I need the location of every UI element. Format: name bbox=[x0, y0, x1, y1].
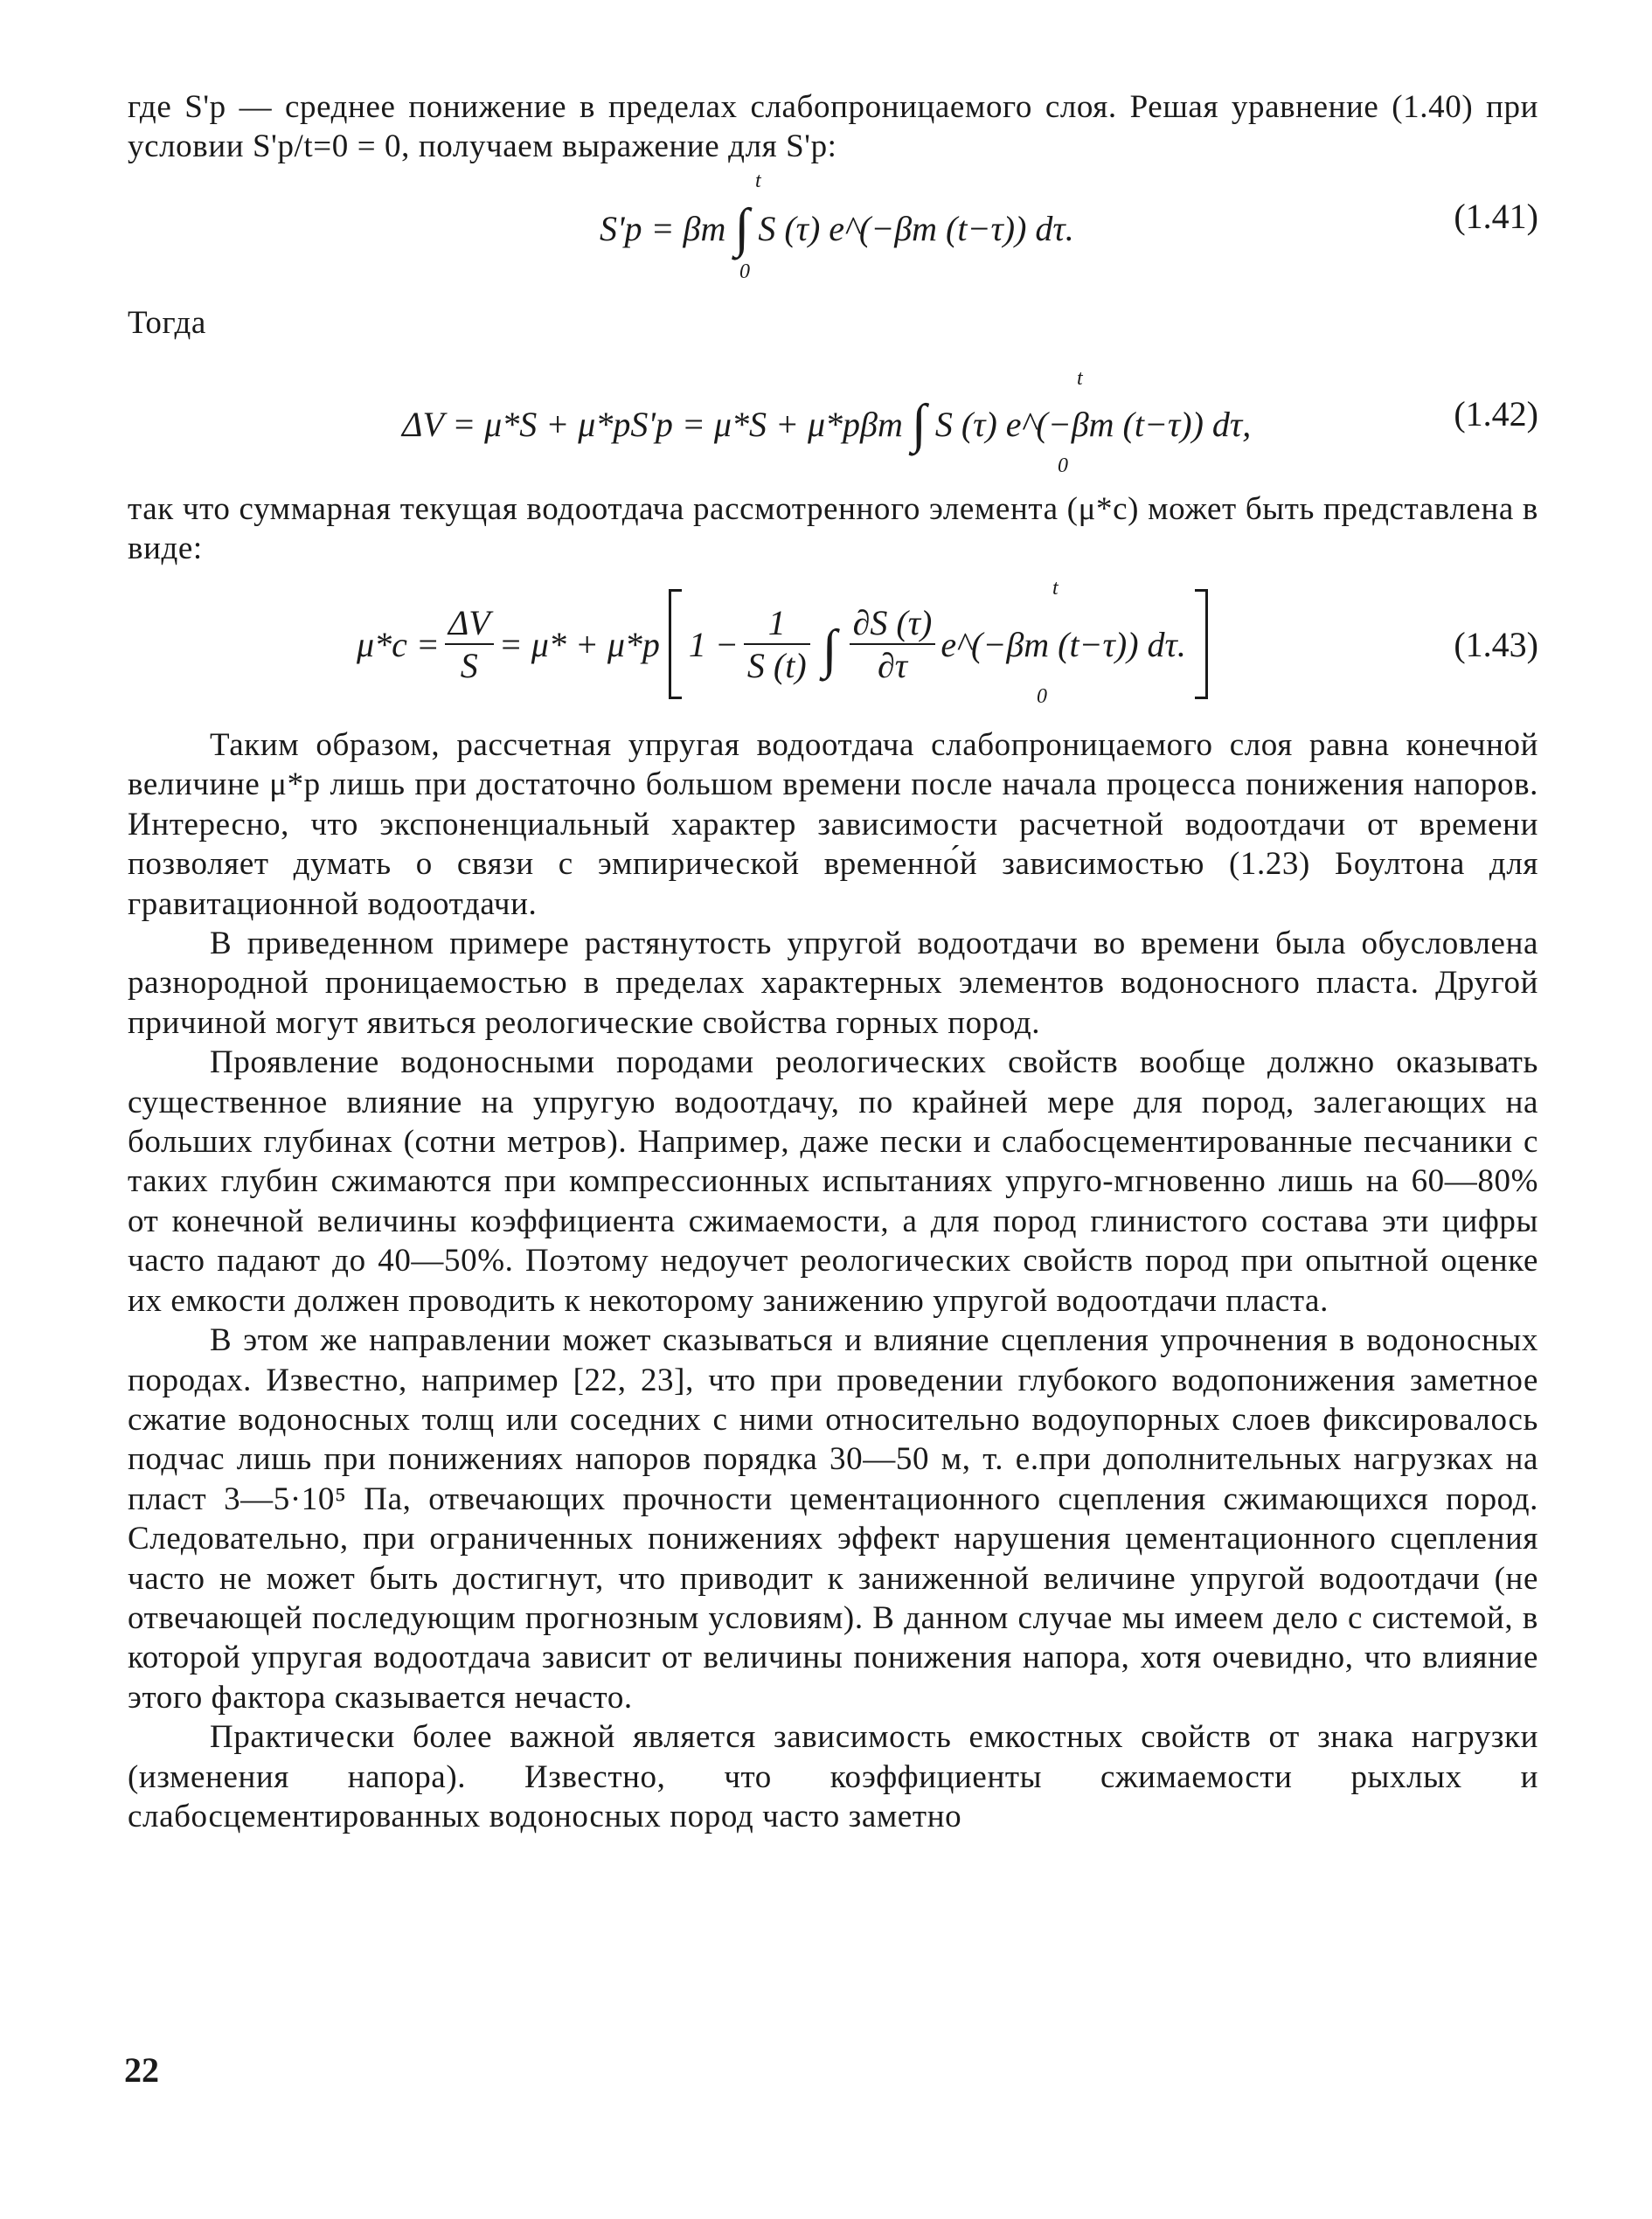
fraction-denominator: S (t) bbox=[746, 646, 807, 685]
page-number: 22 bbox=[124, 2050, 159, 2090]
left-bracket bbox=[669, 589, 682, 699]
equation-1-43 bbox=[128, 577, 1538, 725]
integral-sign: ∫ bbox=[911, 394, 927, 454]
eq143-mid: = μ* + μ*p bbox=[498, 624, 660, 664]
integral-sign: ∫ bbox=[822, 619, 837, 679]
eq142-integrand: S (τ) e^(−βт (t−τ)) dτ, bbox=[934, 405, 1252, 444]
eq142-lower-limit: 0 bbox=[1058, 454, 1068, 477]
eq143-lhs: μ*c = bbox=[357, 624, 440, 664]
integral-sign: ∫ bbox=[734, 198, 750, 258]
intro-paragraph: где S'p — среднее понижение в пределах слабопроницаемого слоя. Решая уравнение (1.40) при условии S'p/t=0 = 0, получаем выражение для S'p: bbox=[128, 89, 1538, 165]
fraction-numerator: 1 bbox=[744, 602, 810, 645]
fraction-numerator: ΔV bbox=[445, 602, 494, 645]
eq142-expr: ΔV = μ*S + μ*pS'p = μ*S + μ*pβт bbox=[402, 405, 903, 444]
eq141-lower-limit: 0 bbox=[739, 260, 750, 283]
equation-1-42 bbox=[128, 367, 1538, 489]
fraction-1-st bbox=[744, 602, 810, 686]
equation-number-1-43: (1.43) bbox=[1454, 625, 1538, 664]
fraction-denominator: ∂τ bbox=[877, 646, 908, 685]
equation-number-1-41: (1.41) bbox=[1454, 197, 1538, 236]
right-bracket bbox=[1195, 589, 1208, 699]
eq143-lower-limit: 0 bbox=[1037, 685, 1047, 708]
eq141-integrand: S (τ) e^(−βт (t−τ)) dτ. bbox=[758, 209, 1074, 248]
body-paragraph: В приведенном примере растянутость упругой водоотдачи во времени была обусловлена разнородной проницаемостью в пределах характерных элементов водоносного пласта. Другой причиной могут явиться реологические свойства горных пород. bbox=[128, 926, 1538, 1041]
eq142-upper-limit: t bbox=[1077, 367, 1083, 390]
eq141-lhs: S'p = βт bbox=[600, 209, 726, 248]
eq143-upper-limit: t bbox=[1052, 577, 1059, 600]
equation-1-41 bbox=[128, 166, 1538, 297]
then-word: Тогда bbox=[128, 305, 206, 341]
body-paragraph: В этом же направлении может сказываться и влияние сцепления упрочнения в водоносных породах. Известно, например [22, 23], что при проведении глубокого водопонижения заметное сжатие водоносных толщ или соседних с ними относительно водоупорных слоев фиксировалось подчас лишь при понижениях напоров порядка 30—50 м, т. е.при дополнительных нагрузках на пласт 3—5·10⁵ Па, отвечающих прочности цементационного сцепления сжимающихся пород. Следовательно, при ограниченных понижениях эффект нарушения цементационного сцепления часто не может быть достигнут, что приводит к заниженной величине упругой водоотдачи (не отвечающей последующим прогнозным условиям). В данном случае мы имеем дело с системой, в которой упругая водоотдача зависит от величины понижения напора, хотя очевидно, что влияние этого фактора сказывается нечасто. bbox=[128, 1322, 1538, 1716]
fraction-numerator: ∂S (τ) bbox=[850, 602, 936, 645]
eq143-tail: e^(−βт (t−τ)) dτ. bbox=[941, 624, 1186, 664]
body-paragraph: Практически более важной является зависимость емкостных свойств от знака нагрузки (изменения напора). Известно, что коэффициенты сжимаемости рыхлых и слабосцементированных водоносных пород часто заметно bbox=[128, 1719, 1538, 1834]
eq143-one: 1 − bbox=[688, 624, 739, 664]
body-paragraph: Таким образом, рассчетная упругая водоотдача слабопроницаемого слоя равна конечной величине μ*p лишь при достаточно большом времени после начала процесса понижения напоров. Интересно, что экспоненциальный характер зависимости расчетной водоотдачи от времени позволяет думать о связи с эмпирической временно́й зависимостью (1.23) Боултона для гравитационной водоотдачи. bbox=[128, 727, 1538, 922]
fraction-dv-s bbox=[445, 602, 494, 686]
page-content bbox=[128, 87, 1538, 1836]
fraction-denominator: S bbox=[460, 646, 478, 685]
eq141-upper-limit: t bbox=[755, 170, 761, 192]
body-paragraph: Проявление водоносными породами реологических свойств вообще должно оказывать существенное влияние на упругую водоотдачу, по крайней мере для пород, залегающих на больших глубинах (сотни метров). Например, даже пески и слабосцементированные песчаники с таких глубин сжимаются при компрессионных испытаниях упруго-мгновенно лишь на 60—80% от конечной величины коэффициента сжимаемости, а для пород глинистого состава эти цифры часто падают до 40—50%. Поэтому недоучет реологических свойств пород при опытной оценке их емкости должен проводить к некоторому занижению упругой водоотдачи пласта. bbox=[128, 1044, 1538, 1319]
fraction-partial bbox=[850, 602, 936, 686]
so-paragraph: так что суммарная текущая водоотдача рассмотренного элемента (μ*c) может быть представлена в виде: bbox=[128, 491, 1538, 567]
equation-number-1-42: (1.42) bbox=[1454, 394, 1538, 433]
